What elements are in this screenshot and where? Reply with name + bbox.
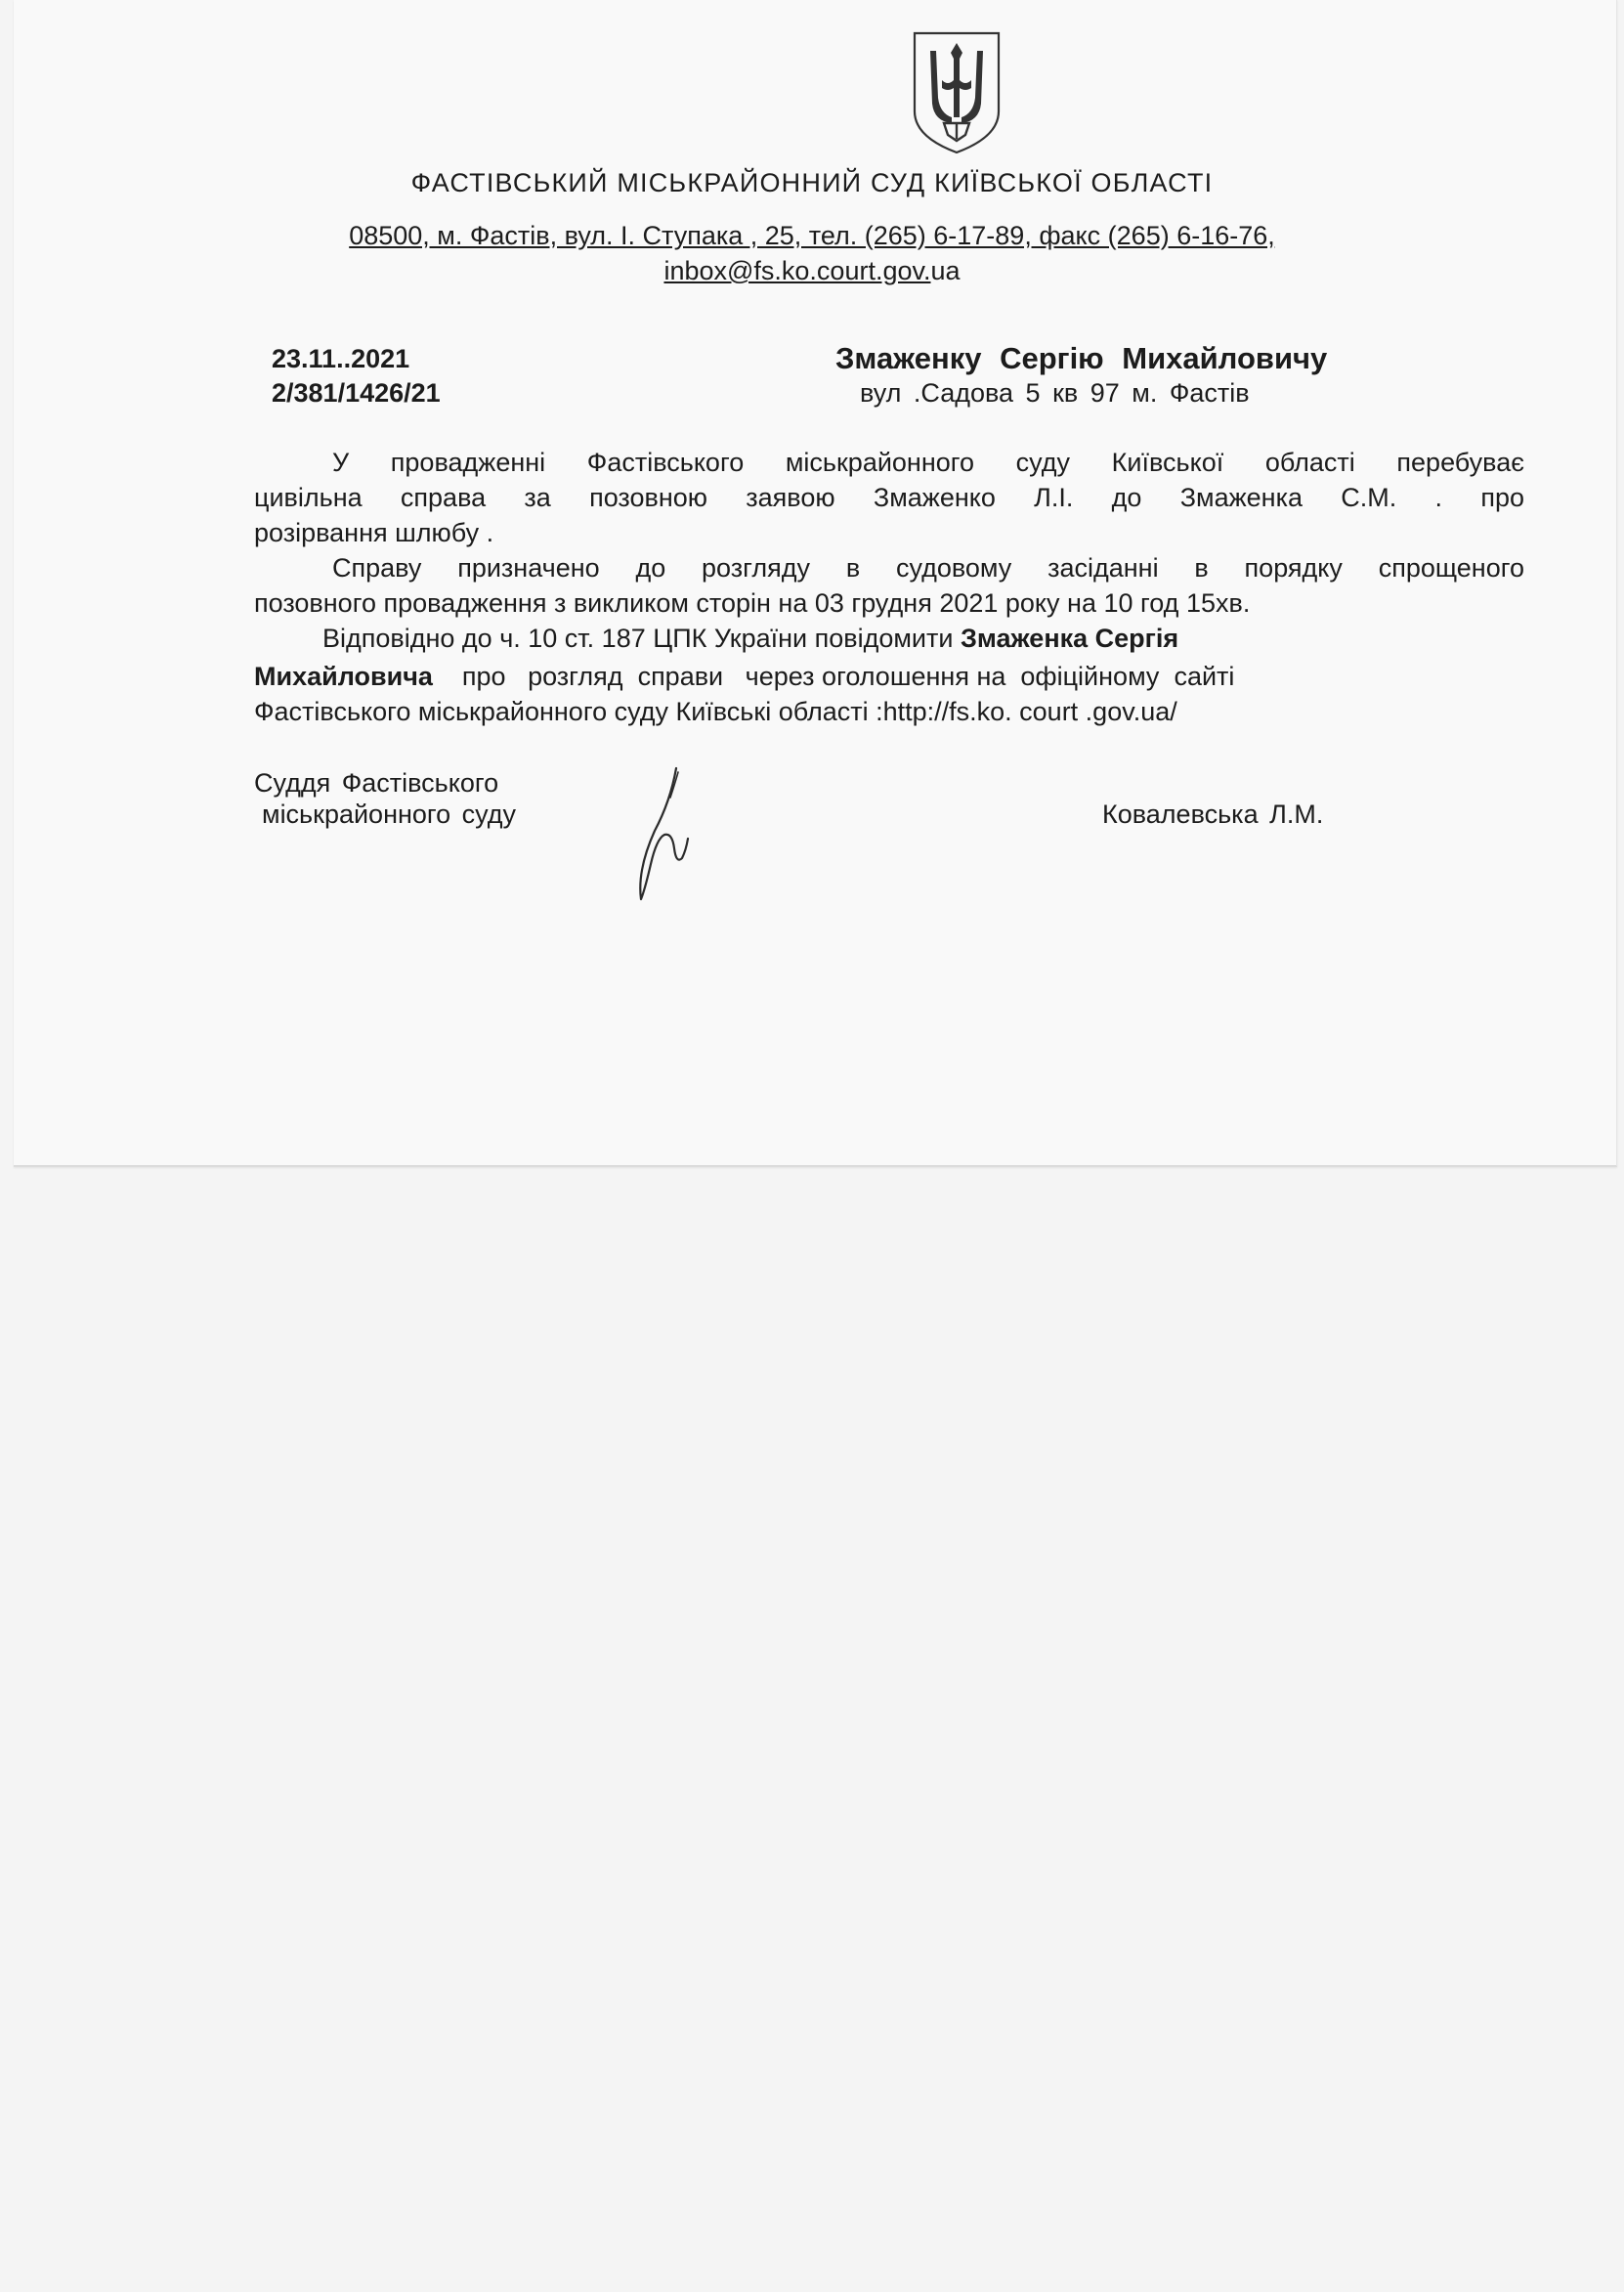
court-address: 08500, м. Фастів, вул. І. Ступака , 25, тел. (265) 6-17-89, факс (265) 6-16-76, (349, 221, 1275, 250)
recipient-name: Змаженку Сергію Михайловичу (835, 341, 1328, 375)
body-p1-line3: розірвання шлюбу . (254, 518, 494, 547)
judge-name: Ковалевська Л.М. (1102, 800, 1324, 829)
judge-title-line1: Суддя Фастівського (254, 768, 499, 798)
body-p3-line1-bold: Змаженка Сергія (960, 624, 1179, 653)
body-p3-line1 (322, 624, 1178, 654)
handwritten-signature (625, 762, 713, 909)
body-p2-line2: позовного провадження з викликом сторін на 03 грудня 2021 року на 10 год 15хв. (254, 588, 1251, 618)
document-number: 2/381/1426/21 (272, 378, 441, 408)
body-p3-line2 (254, 662, 1234, 692)
document-date: 23.11..2021 (272, 344, 410, 373)
ukraine-trident-emblem-icon (909, 29, 1004, 156)
court-name: ФАСТІВСЬКИЙ МІСЬКРАЙОННИЙ СУД КИЇВСЬКОЇ ОБЛАСТІ (410, 168, 1214, 197)
court-email (0, 256, 1624, 286)
body-p3-line1-text: Відповідно до ч. 10 ст. 187 ЦПК України повідомити (322, 624, 961, 653)
body-p3-line2-text: про розгляд справи через оголошення на офіційному сайті (432, 662, 1235, 691)
judge-title-line2: міськрайонного суду (262, 800, 517, 829)
body-p3-line3: Фастівського міськрайонного суду Київські області :http://fs.ko. court .gov.ua/ (254, 697, 1177, 726)
body-p1-line1: У провадженні Фастівського міськрайонного суду Київської області перебуває (332, 448, 1524, 477)
court-email-address[interactable]: inbox@fs.ko.court.gov. (663, 256, 931, 285)
body-p2-line1: Справу призначено до розгляду в судовому засіданні в порядку спрощеного (332, 553, 1524, 583)
body-p1-line2: цивільна справа за позовною заявою Змаженко Л.І. до Змаженка С.М. . про (254, 483, 1524, 512)
body-p3-line2-bold: Михайловича (254, 662, 433, 691)
court-email-tail: ua (930, 256, 961, 285)
recipient-address: вул .Садова 5 кв 97 м. Фастів (860, 378, 1250, 408)
